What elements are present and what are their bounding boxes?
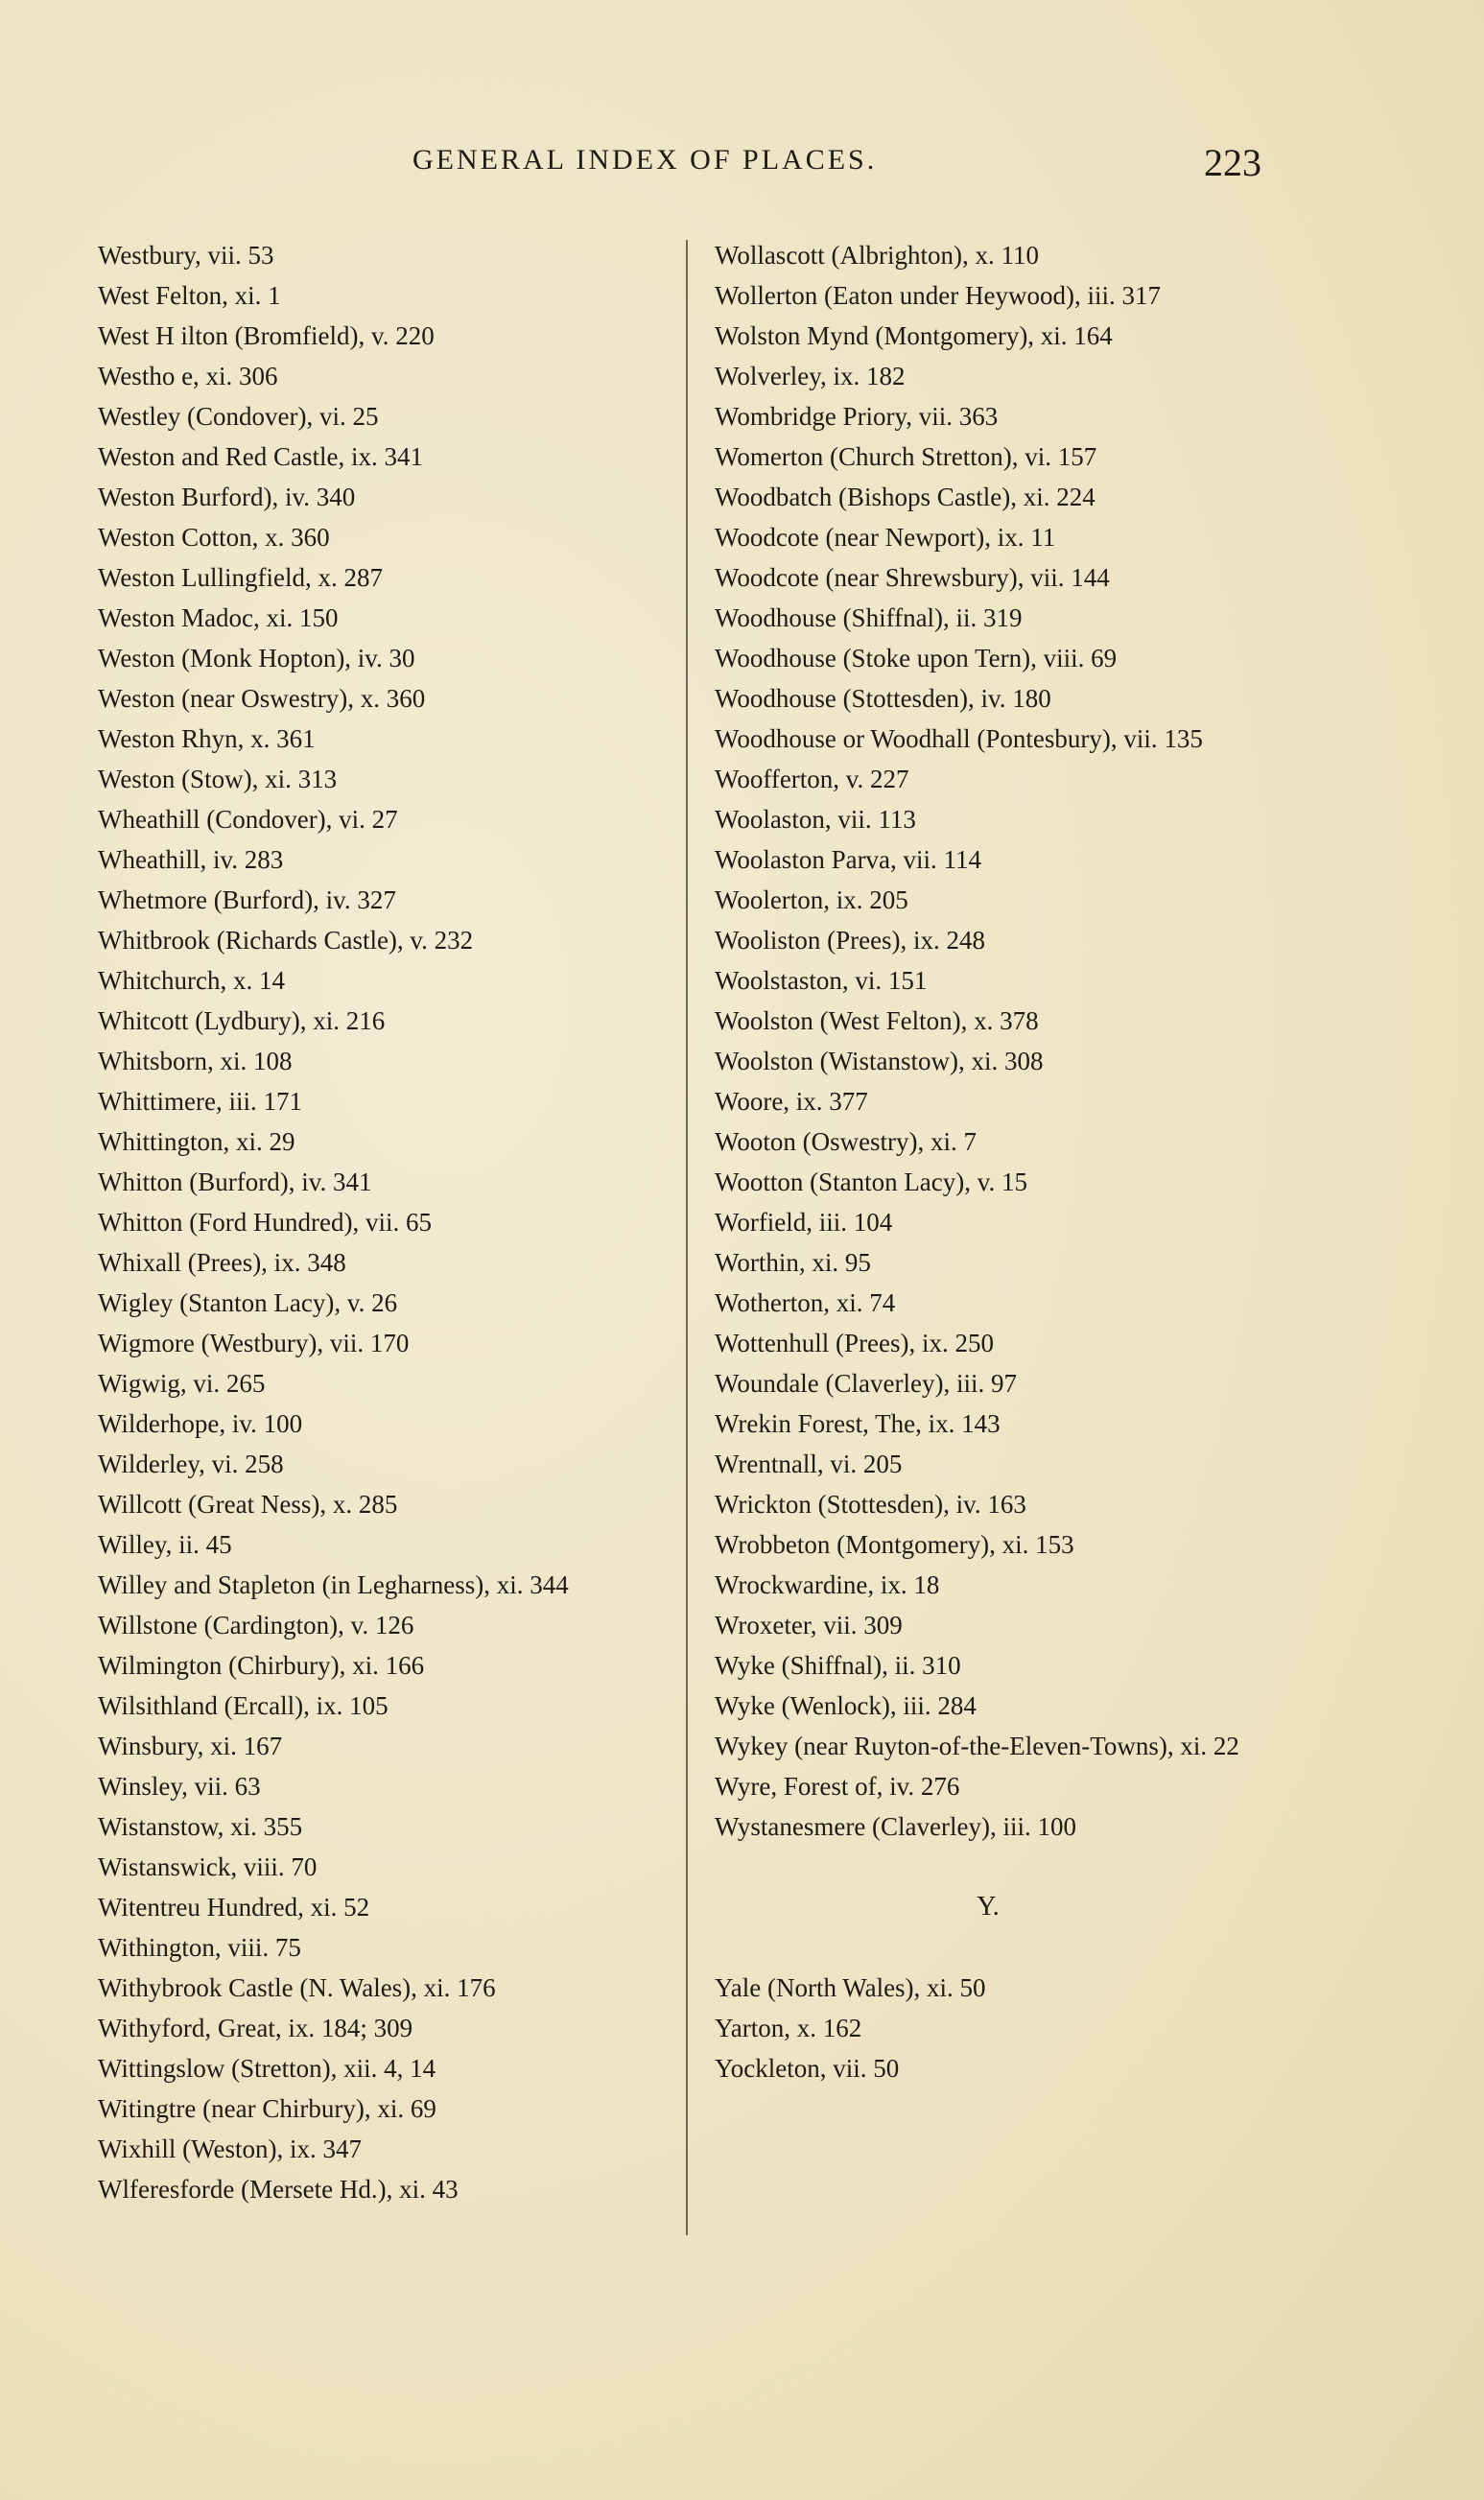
index-entry: Wystanesmere (Claverley), iii. 100: [715, 1812, 1076, 1841]
index-entry: Woodhouse (Stottesden), iv. 180: [715, 684, 1051, 713]
index-entry: Worfield, iii. 104: [715, 1208, 893, 1237]
index-entry: Westho e, xi. 306: [98, 362, 278, 390]
index-entry: Whitsborn, xi. 108: [98, 1047, 293, 1075]
index-entry: Wheathill (Condover), vi. 27: [98, 805, 398, 834]
index-entry: Wilderhope, iv. 100: [98, 1409, 303, 1438]
section-spacer: [715, 1847, 1300, 1887]
index-entry: Wolverley, ix. 182: [715, 362, 906, 390]
index-entry: Woodcote (near Shrewsbury), vii. 144: [715, 563, 1110, 592]
index-entry: Worthin, xi. 95: [715, 1248, 871, 1277]
index-entry: Woodcote (near Newport), ix. 11: [715, 523, 1056, 552]
index-entry: Withyford, Great, ix. 184; 309: [98, 2014, 413, 2042]
index-entry: Weston and Red Castle, ix. 341: [98, 442, 424, 471]
index-entry: Weston (Monk Hopton), iv. 30: [98, 644, 415, 672]
index-entry: Whitton (Burford), iv. 341: [98, 1167, 372, 1196]
index-entry: Whitbrook (Richards Castle), v. 232: [98, 926, 474, 955]
index-column-right: [715, 235, 1300, 2088]
index-entry: Wotherton, xi. 74: [715, 1288, 896, 1317]
index-entry: Wilderley, vi. 258: [98, 1450, 284, 1478]
index-entry: Winsley, vii. 63: [98, 1772, 261, 1801]
section-heading-y: Y.: [977, 1892, 1000, 1922]
index-entry: Wilsithland (Ercall), ix. 105: [98, 1691, 389, 1720]
index-entry: West H ilton (Bromfield), v. 220: [98, 321, 435, 350]
index-entry: Woolaston Parva, vii. 114: [715, 845, 982, 874]
index-entry: Woore, ix. 377: [715, 1087, 868, 1116]
index-column-left: [98, 235, 697, 2209]
index-entry: Whitton (Ford Hundred), vii. 65: [98, 1208, 432, 1237]
index-entry: Wlferesforde (Mersete Hd.), xi. 43: [98, 2175, 459, 2204]
index-entry: Whitcott (Lydbury), xi. 216: [98, 1006, 386, 1035]
index-entry: Weston Burford), iv. 340: [98, 483, 356, 511]
index-entry: Whittington, xi. 29: [98, 1127, 295, 1156]
index-entry: Woodhouse or Woodhall (Pontesbury), vii. 135: [715, 724, 1203, 753]
index-entry: Woodhouse (Shiffnal), ii. 319: [715, 603, 1023, 632]
index-entry: Wooliston (Prees), ix. 248: [715, 926, 986, 955]
index-entry: Woodhouse (Stoke upon Tern), viii. 69: [715, 644, 1118, 672]
index-entry: Yarton, x. 162: [715, 2014, 862, 2042]
index-entry: Wollascott (Albrighton), x. 110: [715, 241, 1040, 270]
index-entry: Wilmington (Chirbury), xi. 166: [98, 1651, 425, 1680]
index-entry: Yale (North Wales), xi. 50: [715, 1973, 986, 2002]
index-entry: Womerton (Church Stretton), vi. 157: [715, 442, 1097, 471]
index-entry: Wootton (Stanton Lacy), v. 15: [715, 1167, 1028, 1196]
index-entry: Woolerton, ix. 205: [715, 885, 908, 914]
index-entry: Whetmore (Burford), iv. 327: [98, 885, 396, 914]
index-entry: Whitchurch, x. 14: [98, 966, 285, 995]
index-entry: Wollerton (Eaton under Heywood), iii. 317: [715, 281, 1161, 310]
page-number: 223: [1204, 141, 1261, 184]
index-entry: Willcott (Great Ness), x. 285: [98, 1490, 398, 1519]
index-entry: Weston Cotton, x. 360: [98, 523, 330, 552]
index-entry: Weston (near Oswestry), x. 360: [98, 684, 426, 713]
index-entry: Wrentnall, vi. 205: [715, 1450, 903, 1478]
index-entry: Willey, ii. 45: [98, 1530, 232, 1559]
index-entry: Wrickton (Stottesden), iv. 163: [715, 1490, 1026, 1519]
index-entry: Woolston (Wistanstow), xi. 308: [715, 1047, 1044, 1075]
index-entry: Wistanswick, viii. 70: [98, 1852, 318, 1881]
index-entry: Whixall (Prees), ix. 348: [98, 1248, 346, 1277]
index-entry: Wroxeter, vii. 309: [715, 1611, 903, 1639]
index-entry: Woundale (Claverley), iii. 97: [715, 1369, 1017, 1398]
index-entry: Weston Rhyn, x. 361: [98, 724, 316, 753]
index-entry: Wigmore (Westbury), vii. 170: [98, 1329, 410, 1357]
index-entry: Yockleton, vii. 50: [715, 2054, 900, 2083]
index-entry: Winsbury, xi. 167: [98, 1732, 283, 1760]
running-title: GENERAL INDEX OF PLACES.: [412, 144, 878, 176]
index-entry: Withington, viii. 75: [98, 1933, 301, 1962]
index-entry: Woolstaston, vi. 151: [715, 966, 928, 995]
index-entry: Woofferton, v. 227: [715, 765, 909, 793]
index-entry: Woolston (West Felton), x. 378: [715, 1006, 1039, 1035]
index-entry: Woodbatch (Bishops Castle), xi. 224: [715, 483, 1095, 511]
index-entry: Westley (Condover), vi. 25: [98, 402, 379, 431]
index-entry: Willstone (Cardington), v. 126: [98, 1611, 414, 1639]
index-entry: Weston (Stow), xi. 313: [98, 765, 338, 793]
index-entry: Wyre, Forest of, iv. 276: [715, 1772, 960, 1801]
index-entry: Wheathill, iv. 283: [98, 845, 284, 874]
index-entry: Witentreu Hundred, xi. 52: [98, 1893, 370, 1922]
index-entry: Weston Madoc, xi. 150: [98, 603, 339, 632]
index-entry: Wistanstow, xi. 355: [98, 1812, 303, 1841]
page-header: [0, 141, 1484, 192]
index-entry: Wittingslow (Stretton), xii. 4, 14: [98, 2054, 436, 2083]
index-entry: Wombridge Priory, vii. 363: [715, 402, 999, 431]
index-entry: Weston Lullingfield, x. 287: [98, 563, 384, 592]
index-entry: Wigwig, vi. 265: [98, 1369, 266, 1398]
index-entry: Witingtre (near Chirbury), xi. 69: [98, 2094, 436, 2123]
index-entry: Wigley (Stanton Lacy), v. 26: [98, 1288, 398, 1317]
column-divider: [686, 240, 688, 2235]
index-entry: Withybrook Castle (N. Wales), xi. 176: [98, 1973, 496, 2002]
index-entry: Wixhill (Weston), ix. 347: [98, 2134, 362, 2163]
index-entry: Wooton (Oswestry), xi. 7: [715, 1127, 978, 1156]
index-entry: Wyke (Wenlock), iii. 284: [715, 1691, 977, 1720]
index-entry: Wrobbeton (Montgomery), xi. 153: [715, 1530, 1074, 1559]
index-entry: Wottenhull (Prees), ix. 250: [715, 1329, 995, 1357]
index-entry: Wrockwardine, ix. 18: [715, 1570, 940, 1599]
index-entry: Woolaston, vii. 113: [715, 805, 916, 834]
index-entry: Wykey (near Ruyton-of-the-Eleven-Towns), xi. 22: [715, 1732, 1239, 1760]
index-entry: West Felton, xi. 1: [98, 281, 281, 310]
index-entry: Willey and Stapleton (in Legharness), xi. 344: [98, 1570, 569, 1599]
index-entry: Whittimere, iii. 171: [98, 1087, 302, 1116]
index-entry: Wyke (Shiffnal), ii. 310: [715, 1651, 961, 1680]
index-entry: Wrekin Forest, The, ix. 143: [715, 1409, 1001, 1438]
index-entry: Wolston Mynd (Montgomery), xi. 164: [715, 321, 1113, 350]
section-spacer: [715, 1927, 1300, 1968]
index-entry: Westbury, vii. 53: [98, 241, 274, 270]
